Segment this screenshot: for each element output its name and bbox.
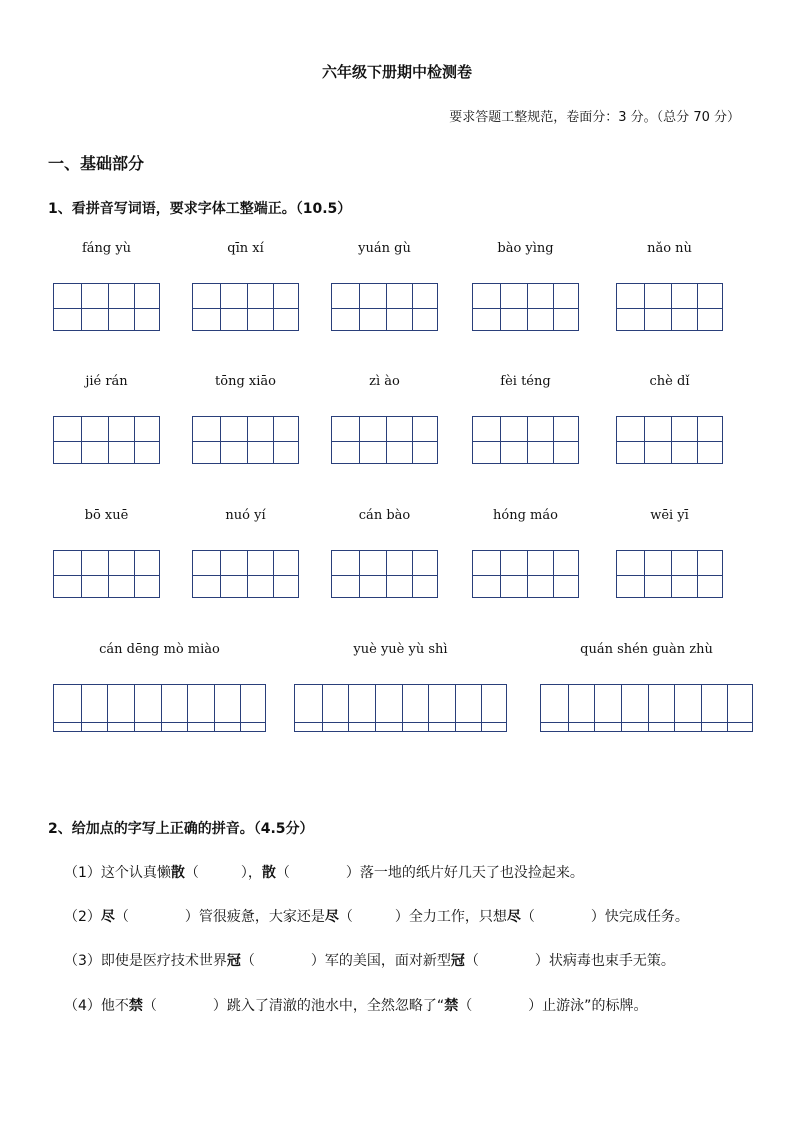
writing-grid-box[interactable]: [53, 684, 266, 732]
dotted-char: 散: [261, 865, 276, 881]
pinyin-label: chè dǐ: [649, 374, 690, 389]
pinyin-label: cán bào: [358, 508, 411, 523]
pinyin-label: fèi téng: [500, 374, 551, 389]
dotted-char: 冠: [450, 953, 465, 969]
dotted-char: 冠: [226, 953, 241, 969]
pinyin-label: cán dēng mò miào: [99, 642, 220, 657]
q2-item-3: （3）即使是医疗技术世界冠（ ）军的美国，面对新型冠（ ）状病毒也束手无策。: [64, 953, 675, 969]
dotted-char: 尽: [506, 909, 521, 925]
dotted-char: 禁: [444, 998, 459, 1014]
question-2-label: 2、给加点的字写上正确的拼音。（4.5分）: [48, 821, 314, 837]
pinyin-label: hóng máo: [493, 508, 558, 523]
writing-grid-box[interactable]: [616, 416, 723, 464]
question-1-label: 1、看拼音写词语，要求字体工整端正。（10.5）: [48, 201, 352, 217]
pinyin-label: jié rán: [85, 374, 128, 389]
pinyin-label: nuó yí: [225, 508, 266, 523]
q2-item-4: （4）他不禁（ ）跳入了清澈的池水中，全然忽略了“禁（ ）止游泳”的标牌。: [64, 998, 648, 1014]
writing-grid-box[interactable]: [53, 416, 160, 464]
pinyin-label: zì ào: [369, 374, 400, 389]
writing-grid-box[interactable]: [331, 283, 438, 331]
writing-grid-box[interactable]: [53, 283, 160, 331]
pinyin-label: yuè yuè yù shì: [353, 642, 448, 657]
page-title: 六年级下册期中检测卷: [321, 63, 472, 81]
dotted-char: 尽: [100, 909, 115, 925]
exam-requirement: 要求答题工整规范，卷面分：3 分。（总分 70 分）: [449, 110, 740, 125]
pinyin-label: nǎo nù: [647, 241, 692, 256]
pinyin-label: yuán gù: [358, 241, 411, 256]
q2-item-1: （1）这个认真懒散（ ），散（ ）落一地的纸片好几天了也没捡起来。: [64, 865, 584, 881]
writing-grid-box[interactable]: [472, 416, 579, 464]
writing-grid-box[interactable]: [294, 684, 507, 732]
writing-grid-box[interactable]: [472, 550, 579, 598]
writing-grid-box[interactable]: [192, 550, 299, 598]
pinyin-label: wēi yī: [650, 508, 689, 523]
writing-grid-box[interactable]: [472, 283, 579, 331]
writing-grid-box[interactable]: [616, 550, 723, 598]
dotted-char: 散: [170, 865, 185, 881]
pinyin-label: qīn xí: [227, 241, 264, 256]
pinyin-label: fáng yù: [81, 241, 132, 256]
section-heading: 一、基础部分: [48, 154, 145, 173]
pinyin-label: bō xuē: [84, 508, 129, 523]
dotted-char: 禁: [128, 998, 143, 1014]
writing-grid-box[interactable]: [331, 416, 438, 464]
writing-grid-box[interactable]: [192, 283, 299, 331]
dotted-char: 尽: [324, 909, 339, 925]
writing-grid-box[interactable]: [192, 416, 299, 464]
writing-grid-box[interactable]: [540, 684, 753, 732]
writing-grid-box[interactable]: [331, 550, 438, 598]
writing-grid-box[interactable]: [616, 283, 723, 331]
writing-grid-box[interactable]: [53, 550, 160, 598]
pinyin-label: bào yìng: [497, 241, 554, 256]
q2-item-2: （2）尽（ ）管很疲惫，大家还是尽（ ）全力工作，只想尽（ ）快完成任务。: [64, 909, 689, 925]
pinyin-label: tōng xiāo: [215, 374, 276, 389]
pinyin-label: quán shén guàn zhù: [580, 642, 713, 657]
